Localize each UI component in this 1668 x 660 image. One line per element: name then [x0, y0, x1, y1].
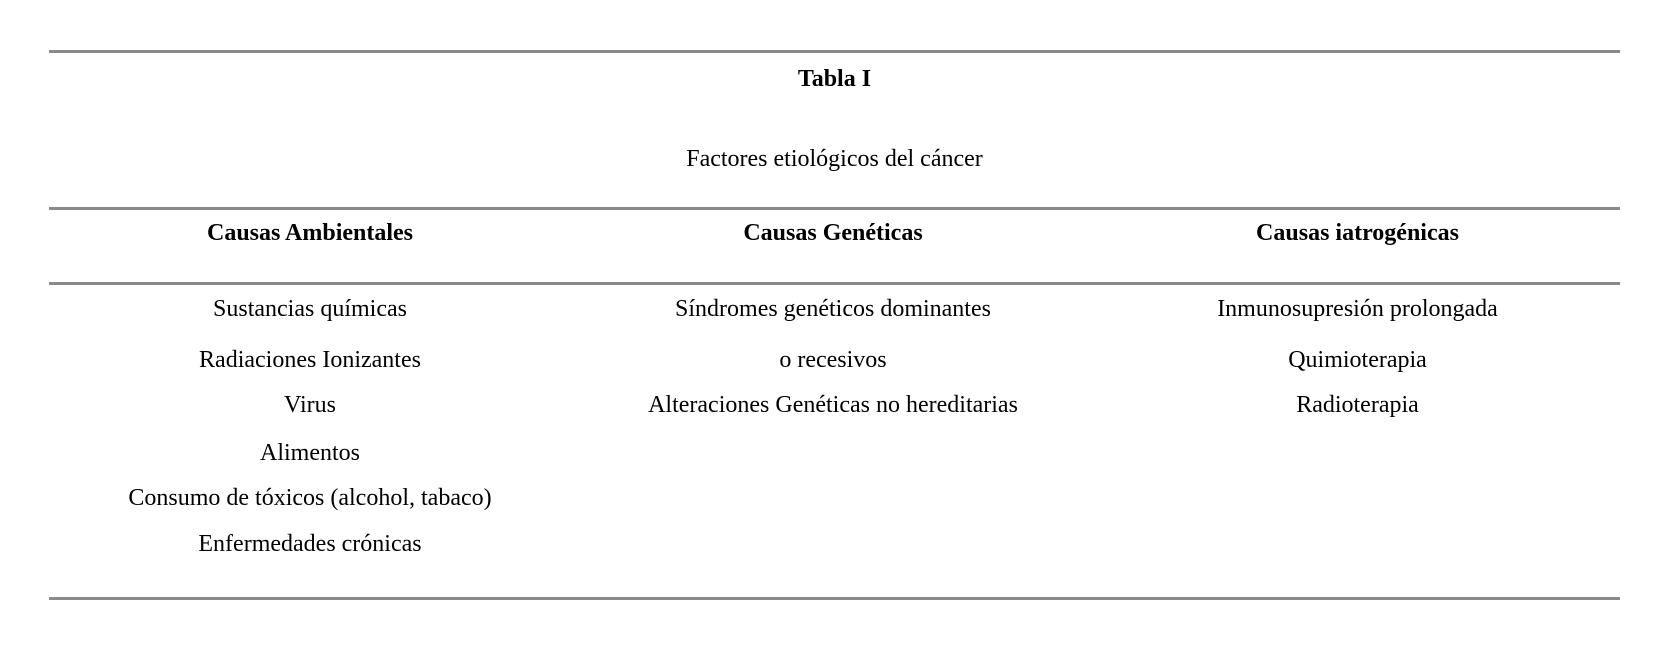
table-cell: o recesivos — [779, 347, 887, 373]
table-cell: Alteraciones Genéticas no hereditarias — [648, 392, 1018, 418]
table-cell: Quimioterapia — [1288, 347, 1427, 373]
caption-rule — [49, 207, 1620, 210]
header-rule — [49, 282, 1620, 285]
table-cell: Consumo de tóxicos (alcohol, tabaco) — [128, 485, 492, 511]
table-cell: Radiaciones Ionizantes — [199, 347, 421, 373]
table-cell: Radioterapia — [1296, 392, 1419, 418]
table-bottom-rule — [49, 597, 1620, 600]
table-caption: Factores etiológicos del cáncer — [686, 146, 983, 172]
column-iatrogenicas — [1095, 294, 1620, 420]
table-cell: Virus — [284, 392, 336, 418]
column-geneticas — [571, 294, 1095, 420]
table-cell: Sustancias químicas — [213, 296, 407, 322]
table-title: Tabla I — [797, 66, 872, 92]
table-cell: Enfermedades crónicas — [198, 531, 422, 557]
header-causas-ambientales: Causas Ambientales — [206, 220, 414, 246]
header-causas-iatrogenicas: Causas iatrogénicas — [1256, 220, 1459, 246]
table-cell: Alimentos — [260, 440, 360, 466]
etiology-table — [49, 0, 1620, 660]
table-top-rule — [49, 50, 1620, 53]
header-causas-geneticas: Causas Genéticas — [743, 220, 923, 246]
table-cell: Inmunosupresión prolongada — [1217, 296, 1498, 322]
column-ambientales — [49, 294, 571, 559]
table-cell: Síndromes genéticos dominantes — [675, 296, 991, 322]
